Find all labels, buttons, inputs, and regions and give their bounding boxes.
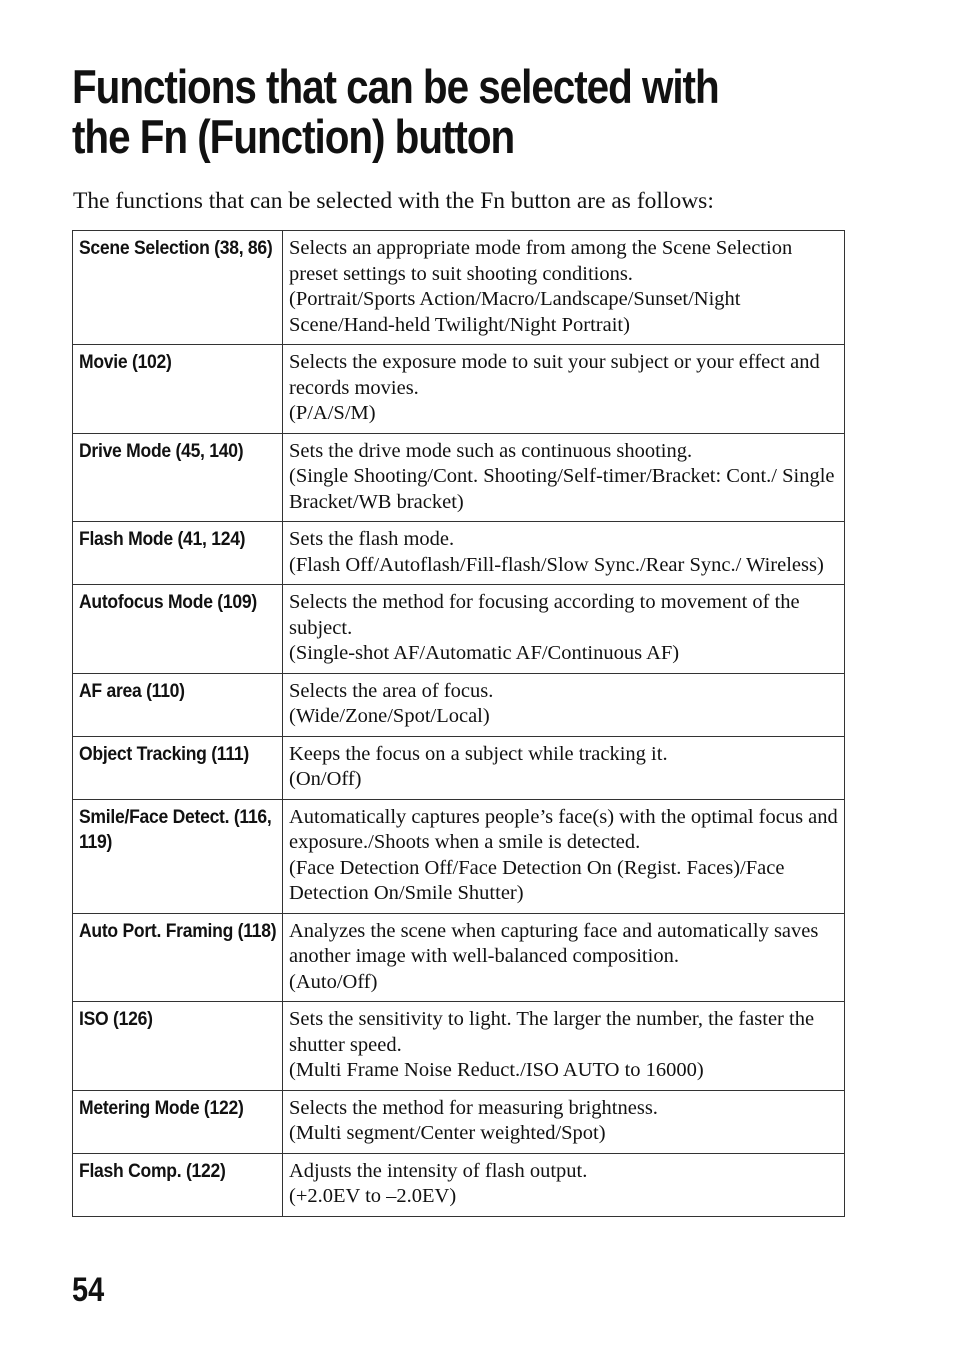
function-description: Selects the exposure mode to suit your subject or your effect and records movies. [289,351,820,399]
function-description-cell [283,1002,845,1091]
function-name-cell [73,522,283,585]
function-description-cell [283,736,845,799]
table-row [73,799,845,913]
function-options: (Wide/Zone/Spot/Local) [289,705,490,727]
function-name: ISO (126) [79,1008,153,1030]
page-title-line-2: the Fn (Function) button [72,110,515,163]
function-description: Selects the method for focusing according to movement of the subject. [289,591,800,639]
table-row [73,736,845,799]
function-name-cell [73,913,283,1002]
function-name: Smile/Face Detect. (116, 119) [79,805,272,853]
function-options: (On/Off) [289,768,362,790]
table-row [73,345,845,434]
function-description-cell [283,1153,845,1216]
function-description: Sets the drive mode such as continuous shooting. [289,439,693,462]
function-options: (Face Detection Off/Face Detection On (Regist. Faces)/Face Detection On/Smile Shutter) [289,856,785,904]
function-description: Selects an appropriate mode from among the Scene Selection preset settings to suit shooting conditions. [289,237,793,285]
function-name-cell [73,799,283,913]
table-row [73,522,845,585]
function-description: Automatically captures people’s face(s) with the optimal focus and exposure./Shoots when a smile is detected. [289,805,838,853]
page-title-line-1: Functions that can be selected with [72,60,719,113]
function-name-cell [73,1002,283,1091]
page-number: 54 [72,1271,105,1309]
function-description-cell [283,799,845,913]
function-name-cell [73,231,283,345]
function-name: Metering Mode (122) [79,1096,244,1119]
function-table [72,230,845,1217]
function-options: (Auto/Off) [289,970,378,993]
function-name-cell [73,433,283,522]
function-description: Sets the flash mode. [289,528,455,550]
function-table-body [73,231,845,1217]
function-description-cell [283,522,845,585]
function-options: (Multi Frame Noise Reduct./ISO AUTO to 16000) [289,1059,704,1081]
function-name: Object Tracking (111) [79,742,249,765]
function-name: Autofocus Mode (109) [79,591,257,613]
function-description-cell [283,585,845,674]
table-row [73,1090,845,1153]
table-row [73,1002,845,1091]
function-name: Flash Comp. (122) [79,1159,226,1182]
function-name: Scene Selection (38, 86) [79,237,273,259]
function-description-cell [283,1090,845,1153]
page-title [72,62,872,162]
table-row [73,585,845,674]
function-name-cell [73,673,283,736]
table-row [73,1153,845,1216]
table-row [73,231,845,345]
function-description-cell [283,231,845,345]
function-description: Selects the area of focus. [289,679,494,702]
function-description-cell [283,913,845,1002]
function-description: Analyzes the scene when capturing face and automatically saves another image with well-balanced composition. [289,919,819,967]
function-description: Sets the sensitivity to light. The larger the number, the faster the shutter speed. [289,1008,815,1056]
function-name: Auto Port. Framing (118) [79,919,277,942]
function-name-cell [73,736,283,799]
table-row [73,433,845,522]
function-options: (Flash Off/Autoflash/Fill-flash/Slow Sync./Rear Sync./ Wireless) [289,553,824,576]
function-options: (P/A/S/M) [289,402,376,424]
intro-text: The functions that can be selected with the Fn button are as follows: [73,188,714,214]
function-description: Adjusts the intensity of flash output. [289,1159,588,1182]
table-row [73,913,845,1002]
function-options: (Single Shooting/Cont. Shooting/Self-timer/Bracket: Cont./ Single Bracket/WB bracket) [289,465,835,513]
function-name-cell [73,1153,283,1216]
function-name-cell [73,345,283,434]
function-options: (Portrait/Sports Action/Macro/Landscape/Sunset/Night Scene/Hand-held Twilight/Night Portrait) [289,288,741,336]
function-description: Selects the method for measuring brightness. [289,1096,658,1119]
function-name: Drive Mode (45, 140) [79,439,244,462]
function-name-cell [73,585,283,674]
table-row [73,673,845,736]
function-name-cell [73,1090,283,1153]
function-description-cell [283,345,845,434]
function-description: Keeps the focus on a subject while tracking it. [289,742,668,765]
function-options: (+2.0EV to –2.0EV) [289,1185,457,1207]
function-name: AF area (110) [79,679,185,702]
function-description-cell [283,673,845,736]
function-name: Flash Mode (41, 124) [79,528,246,550]
function-description-cell [283,433,845,522]
function-options: (Single-shot AF/Automatic AF/Continuous AF) [289,642,680,664]
function-options: (Multi segment/Center weighted/Spot) [289,1122,606,1144]
function-name: Movie (102) [79,351,172,373]
